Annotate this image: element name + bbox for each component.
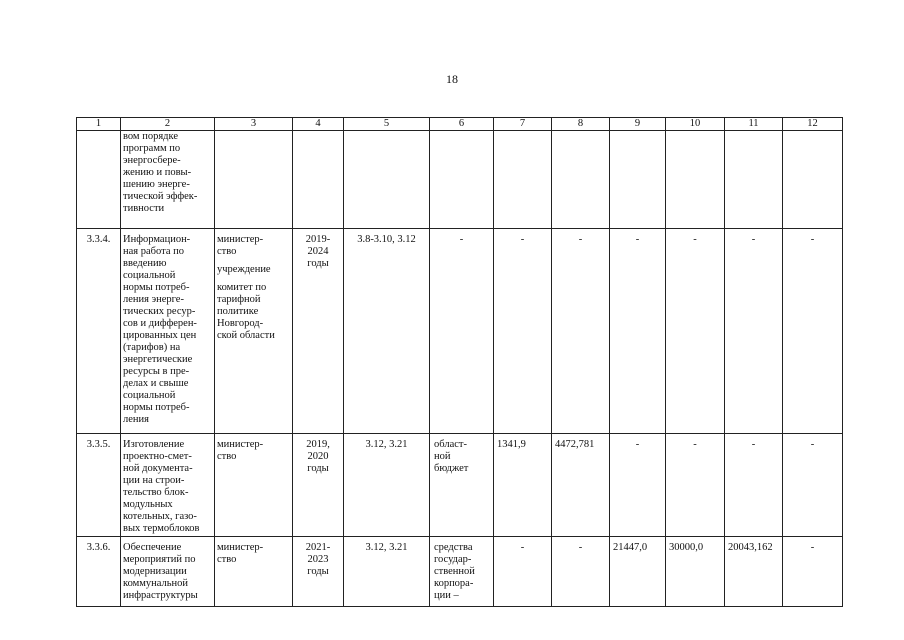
funding-value-cell-8	[552, 131, 610, 229]
activity-name-cell	[121, 537, 215, 607]
column-number-header: 3	[215, 118, 293, 131]
cell-text-line: ления энерге-	[123, 294, 184, 305]
column-number-header: 4	[293, 118, 344, 131]
indicators-cell	[344, 131, 430, 229]
cell-text-line: ции на строи-	[123, 475, 185, 486]
cell-text-line: ство	[217, 451, 237, 462]
program-table	[76, 117, 843, 607]
cell-text-line: учреждение	[217, 264, 271, 275]
cell-text-line: энергосбере-	[123, 155, 181, 166]
cell-text-line: цированных цен	[123, 330, 197, 341]
funding-value-cell-12: -	[783, 229, 843, 434]
cell-text-line: Новгород-	[217, 318, 264, 329]
period-cell	[293, 131, 344, 229]
cell-text-line: ции –	[434, 590, 459, 601]
executor-cell	[215, 229, 293, 434]
table-row	[77, 537, 843, 607]
funding-value-cell-10: 30000,0	[666, 537, 725, 607]
funding-value-cell-11: -	[725, 229, 783, 434]
funding-value-cell-11	[725, 131, 783, 229]
funding-value-cell-7	[494, 131, 552, 229]
cell-text-line: -	[459, 234, 464, 245]
cell-text-line: област-	[434, 439, 467, 450]
column-number-header: 8	[552, 118, 610, 131]
funding-source-cell	[430, 131, 494, 229]
cell-text-line: политике	[217, 306, 259, 317]
cell-text-line: ской области	[217, 330, 275, 341]
cell-text-line: нормы потреб-	[123, 282, 190, 293]
cell-text-line: ство	[217, 554, 237, 565]
period-cell	[293, 434, 344, 537]
funding-value-cell-8: 4472,781	[552, 434, 610, 537]
cell-text-line: программ по	[123, 143, 181, 154]
executor-cell	[215, 537, 293, 607]
funding-value-cell-7: 1341,9	[494, 434, 552, 537]
cell-text-line: 2020	[307, 451, 329, 462]
column-number-header: 11	[725, 118, 783, 131]
cell-text-line: ная работа по	[123, 246, 184, 257]
cell-text-line: введению	[123, 258, 167, 269]
cell-text-line: министер-	[217, 542, 264, 553]
indicators-cell: 3.8-3.10, 3.12	[344, 229, 430, 434]
cell-text-line: делах и свыше	[123, 378, 189, 389]
cell-text-line: тических ресур-	[123, 306, 196, 317]
cell-text-line: вых термоблоков	[123, 523, 200, 534]
table-row	[77, 131, 843, 229]
cell-text-line: сов и дифферен-	[123, 318, 197, 329]
cell-text-line: государ-	[434, 554, 472, 565]
cell-text-line: шению энерге-	[123, 179, 190, 190]
funding-source-cell	[430, 229, 494, 434]
cell-text-line: 2019-	[305, 234, 331, 245]
funding-value-cell-7: -	[494, 229, 552, 434]
cell-text-line: коммунальной	[123, 578, 189, 589]
cell-text-line: комитет по	[217, 282, 267, 293]
cell-text-line: тельство блок-	[123, 487, 189, 498]
column-number-header: 12	[783, 118, 843, 131]
cell-text-line: социальной	[123, 270, 176, 281]
activity-name-cell	[121, 131, 215, 229]
funding-value-cell-7: -	[494, 537, 552, 607]
activity-name-cell	[121, 229, 215, 434]
cell-text-line: ления	[123, 414, 149, 425]
cell-text-line: ственной	[434, 566, 475, 577]
cell-text-line: мероприятий по	[123, 554, 196, 565]
cell-text-line: 2019,	[306, 439, 330, 450]
period-cell	[293, 229, 344, 434]
cell-text-line: ресурсы в пре-	[123, 366, 190, 377]
item-number-cell: 3.3.5.	[77, 434, 121, 537]
cell-text-line: социальной	[123, 390, 176, 401]
cell-text-line: (тарифов) на	[123, 342, 181, 353]
column-number-header: 10	[666, 118, 725, 131]
cell-text-line: Обеспечение	[123, 542, 182, 553]
cell-text-line: министер-	[217, 234, 264, 245]
cell-text-line: тивности	[123, 203, 165, 214]
funding-value-cell-12	[783, 131, 843, 229]
cell-text-line: Изготовление	[123, 439, 185, 450]
column-number-row	[77, 118, 843, 131]
funding-value-cell-10	[666, 131, 725, 229]
funding-value-cell-9: 21447,0	[610, 537, 666, 607]
cell-text-line: корпора-	[434, 578, 474, 589]
item-number-cell	[77, 131, 121, 229]
executor-cell	[215, 434, 293, 537]
item-number-cell: 3.3.6.	[77, 537, 121, 607]
cell-text-line: средства	[434, 542, 473, 553]
funding-value-cell-8: -	[552, 537, 610, 607]
cell-text-line: 2024	[307, 246, 329, 257]
cell-text-line: ство	[217, 246, 237, 257]
column-number-header: 7	[494, 118, 552, 131]
cell-text-line: Информацион-	[123, 234, 191, 245]
funding-source-cell	[430, 434, 494, 537]
cell-text-line: министер-	[217, 439, 264, 450]
indicators-cell: 3.12, 3.21	[344, 537, 430, 607]
funding-value-cell-9: -	[610, 434, 666, 537]
column-number-header: 5	[344, 118, 430, 131]
page-number: 18	[446, 72, 458, 86]
cell-text-line: ной	[434, 451, 451, 462]
cell-text-line: бюджет	[434, 463, 469, 474]
cell-text-line: годы	[307, 463, 329, 474]
cell-text-line: вом порядке	[123, 131, 178, 142]
funding-value-cell-11: -	[725, 434, 783, 537]
column-number-header: 1	[77, 118, 121, 131]
column-number-header: 2	[121, 118, 215, 131]
cell-text-line: ной документа-	[123, 463, 193, 474]
cell-text-line: годы	[307, 566, 329, 577]
cell-text-line: жению и повы-	[123, 167, 192, 178]
cell-text-line: энергетические	[123, 354, 193, 365]
column-number-header: 6	[430, 118, 494, 131]
column-number-header: 9	[610, 118, 666, 131]
cell-text-line: тарифной	[217, 294, 261, 305]
funding-value-cell-12: -	[783, 537, 843, 607]
cell-text-line: 2023	[307, 554, 329, 565]
cell-text-line: годы	[307, 258, 329, 269]
funding-value-cell-11: 20043,162	[725, 537, 783, 607]
funding-source-cell	[430, 537, 494, 607]
funding-value-cell-12: -	[783, 434, 843, 537]
cell-text-line: модульных	[123, 499, 173, 510]
cell-text-line: котельных, газо-	[123, 511, 197, 522]
executor-cell	[215, 131, 293, 229]
period-cell	[293, 537, 344, 607]
cell-text-line: 2021-	[305, 542, 331, 553]
funding-value-cell-8: -	[552, 229, 610, 434]
funding-value-cell-9: -	[610, 229, 666, 434]
cell-text-line: модернизации	[123, 566, 187, 577]
cell-text-line: тической эффек-	[123, 191, 198, 202]
cell-text-line: инфраструктуры	[123, 590, 198, 601]
funding-value-cell-10: -	[666, 434, 725, 537]
funding-value-cell-9	[610, 131, 666, 229]
cell-text-line: нормы потреб-	[123, 402, 190, 413]
table-row	[77, 229, 843, 434]
item-number-cell: 3.3.4.	[77, 229, 121, 434]
indicators-cell: 3.12, 3.21	[344, 434, 430, 537]
table-row	[77, 434, 843, 537]
funding-value-cell-10: -	[666, 229, 725, 434]
activity-name-cell	[121, 434, 215, 537]
cell-text-line: проектно-смет-	[123, 451, 192, 462]
